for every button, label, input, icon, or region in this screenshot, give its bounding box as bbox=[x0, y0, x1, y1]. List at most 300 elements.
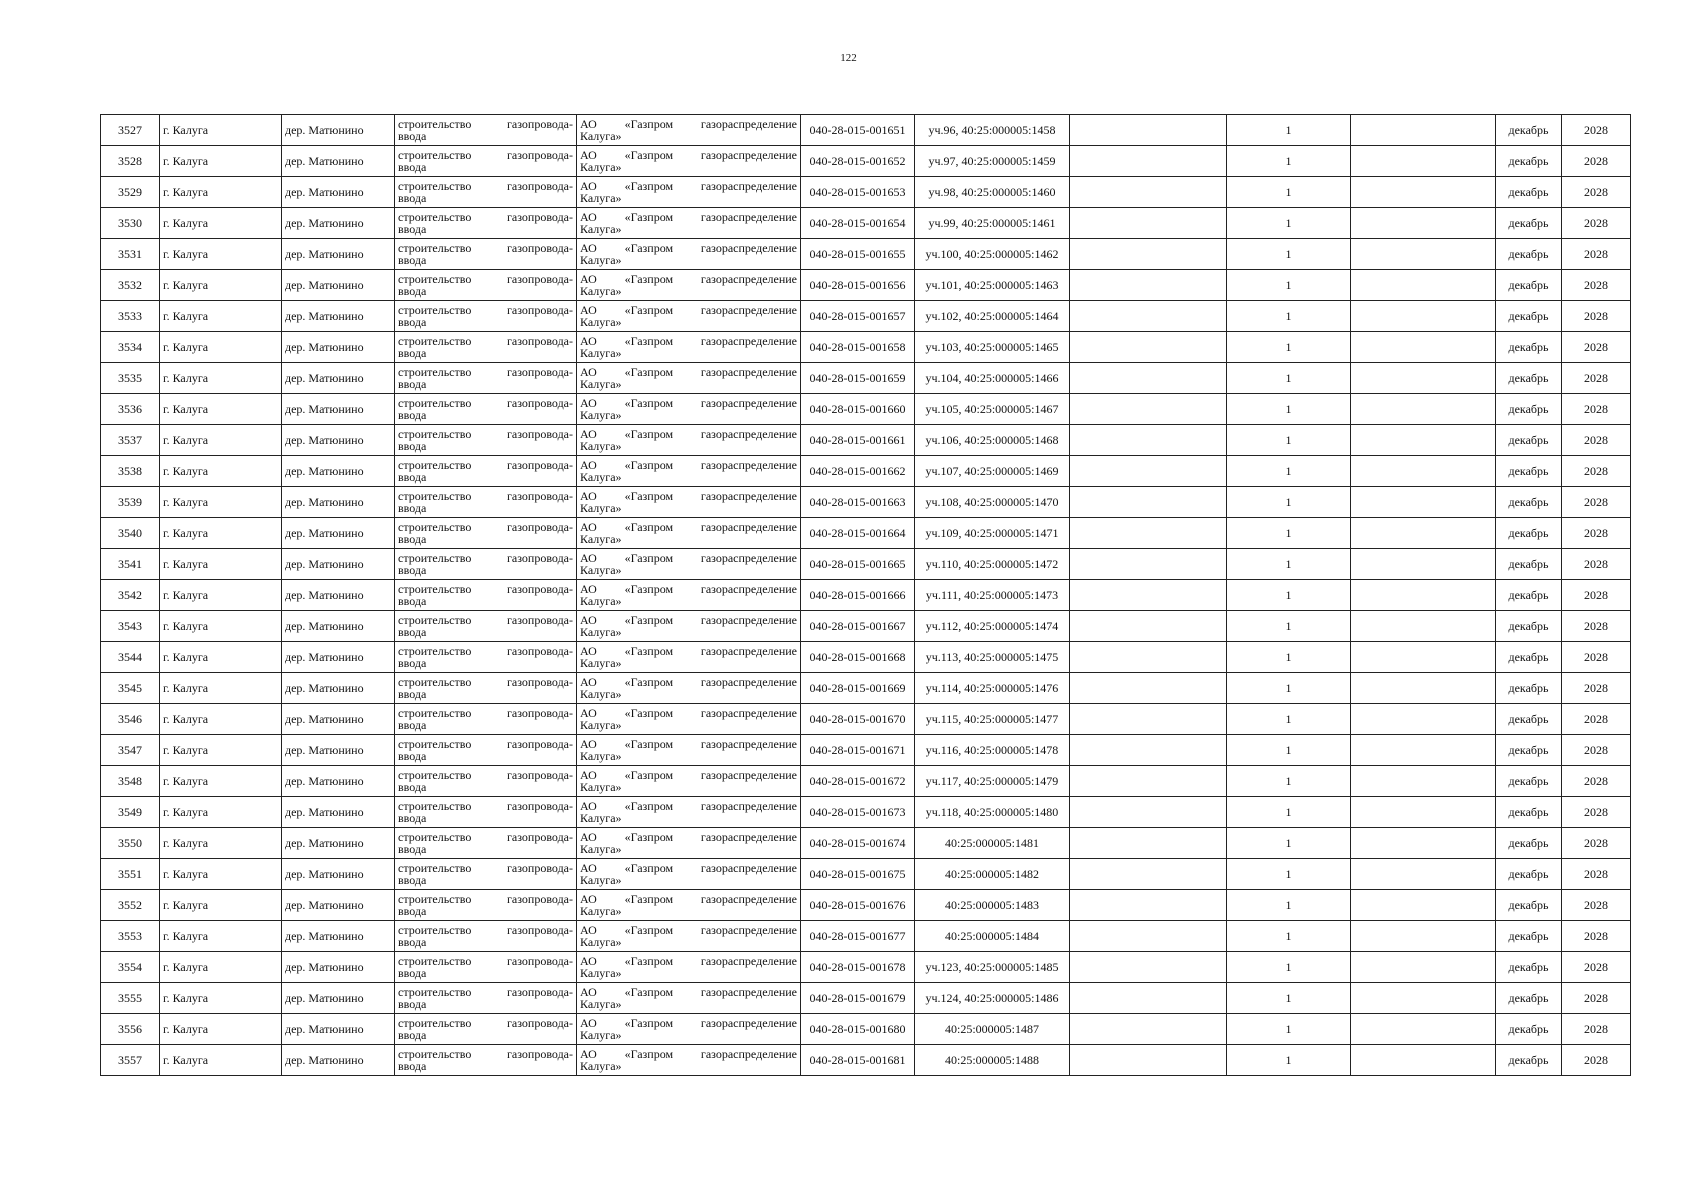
organization-cell bbox=[577, 332, 801, 363]
work-description-cell bbox=[395, 921, 577, 952]
quantity-cell: 1 bbox=[1227, 704, 1351, 735]
organization-text-part: Калуга» bbox=[580, 935, 622, 949]
organization-text-part: газораспределение bbox=[700, 737, 797, 751]
empty-cell bbox=[1351, 890, 1496, 921]
work-text-part: строительство bbox=[398, 923, 472, 937]
village-cell: дер. Матюнино bbox=[282, 115, 395, 146]
empty-cell bbox=[1351, 270, 1496, 301]
organization-text-part: Калуга» bbox=[580, 1028, 622, 1042]
organization-text-part: «Газпром bbox=[624, 954, 674, 968]
city-cell: г. Калуга bbox=[160, 580, 282, 611]
row-number-cell: 3555 bbox=[101, 983, 160, 1014]
village-cell: дер. Матюнино bbox=[282, 239, 395, 270]
organization-text-part: АО bbox=[580, 241, 597, 255]
empty-cell bbox=[1070, 146, 1227, 177]
organization-text-part: АО bbox=[580, 117, 597, 131]
empty-cell bbox=[1070, 177, 1227, 208]
code-cell: 040-28-015-001658 bbox=[801, 332, 915, 363]
work-text-part: ввода bbox=[398, 625, 427, 639]
quantity-cell: 1 bbox=[1227, 921, 1351, 952]
table-row bbox=[101, 456, 1631, 487]
work-text-part: строительство bbox=[398, 985, 472, 999]
city-cell: г. Калуга bbox=[160, 921, 282, 952]
work-text-part: газопровода- bbox=[506, 117, 573, 131]
city-cell: г. Калуга bbox=[160, 704, 282, 735]
code-cell: 040-28-015-001676 bbox=[801, 890, 915, 921]
work-description-cell bbox=[395, 766, 577, 797]
organization-text-part: «Газпром bbox=[624, 551, 674, 565]
empty-cell bbox=[1351, 394, 1496, 425]
month-cell: декабрь bbox=[1496, 549, 1562, 580]
table-row bbox=[101, 1045, 1631, 1076]
empty-cell bbox=[1070, 611, 1227, 642]
work-text-part: газопровода- bbox=[506, 148, 573, 162]
organization-text-part: Калуга» bbox=[580, 408, 622, 422]
plot-cell: уч.101, 40:25:000005:1463 bbox=[915, 270, 1070, 301]
code-cell: 040-28-015-001670 bbox=[801, 704, 915, 735]
year-cell: 2028 bbox=[1562, 394, 1631, 425]
plot-cell: уч.109, 40:25:000005:1471 bbox=[915, 518, 1070, 549]
work-text-part: строительство bbox=[398, 582, 472, 596]
empty-cell bbox=[1070, 580, 1227, 611]
plot-cell: уч.108, 40:25:000005:1470 bbox=[915, 487, 1070, 518]
city-cell: г. Калуга bbox=[160, 270, 282, 301]
organization-cell bbox=[577, 177, 801, 208]
work-text-part: строительство bbox=[398, 117, 472, 131]
city-cell: г. Калуга bbox=[160, 518, 282, 549]
plot-cell: уч.106, 40:25:000005:1468 bbox=[915, 425, 1070, 456]
city-cell: г. Калуга bbox=[160, 332, 282, 363]
empty-cell bbox=[1070, 952, 1227, 983]
work-text-part: ввода bbox=[398, 408, 427, 422]
city-cell: г. Калуга bbox=[160, 394, 282, 425]
work-text-part: газопровода- bbox=[506, 830, 573, 844]
month-cell: декабрь bbox=[1496, 487, 1562, 518]
work-text-part: строительство bbox=[398, 892, 472, 906]
organization-text-part: АО bbox=[580, 179, 597, 193]
work-text-part: газопровода- bbox=[506, 675, 573, 689]
empty-cell bbox=[1351, 239, 1496, 270]
organization-text-part: АО bbox=[580, 706, 597, 720]
organization-text-part: газораспределение bbox=[700, 1016, 797, 1030]
empty-cell bbox=[1070, 1045, 1227, 1076]
year-cell: 2028 bbox=[1562, 425, 1631, 456]
work-text-part: строительство bbox=[398, 954, 472, 968]
work-text-part: строительство bbox=[398, 1047, 472, 1061]
organization-text-part: газораспределение bbox=[700, 985, 797, 999]
year-cell: 2028 bbox=[1562, 921, 1631, 952]
month-cell: декабрь bbox=[1496, 859, 1562, 890]
city-cell: г. Калуга bbox=[160, 890, 282, 921]
year-cell: 2028 bbox=[1562, 952, 1631, 983]
table-row bbox=[101, 921, 1631, 952]
organization-cell bbox=[577, 983, 801, 1014]
organization-text-part: АО bbox=[580, 954, 597, 968]
work-text-part: ввода bbox=[398, 873, 427, 887]
empty-cell bbox=[1070, 518, 1227, 549]
village-cell: дер. Матюнино bbox=[282, 394, 395, 425]
organization-text-part: Калуга» bbox=[580, 904, 622, 918]
code-cell: 040-28-015-001679 bbox=[801, 983, 915, 1014]
work-text-part: ввода bbox=[398, 811, 427, 825]
year-cell: 2028 bbox=[1562, 456, 1631, 487]
year-cell: 2028 bbox=[1562, 518, 1631, 549]
organization-text-part: «Газпром bbox=[624, 427, 674, 441]
work-text-part: строительство bbox=[398, 799, 472, 813]
work-text-part: ввода bbox=[398, 935, 427, 949]
village-cell: дер. Матюнино bbox=[282, 177, 395, 208]
work-text-part: газопровода- bbox=[506, 489, 573, 503]
month-cell: декабрь bbox=[1496, 425, 1562, 456]
month-cell: декабрь bbox=[1496, 518, 1562, 549]
work-description-cell bbox=[395, 177, 577, 208]
empty-cell bbox=[1070, 983, 1227, 1014]
organization-text-part: «Газпром bbox=[624, 613, 674, 627]
row-number-cell: 3537 bbox=[101, 425, 160, 456]
year-cell: 2028 bbox=[1562, 270, 1631, 301]
organization-text-part: Калуга» bbox=[580, 563, 622, 577]
organization-text-part: «Газпром bbox=[624, 396, 674, 410]
work-text-part: газопровода- bbox=[506, 551, 573, 565]
organization-text-part: газораспределение bbox=[700, 489, 797, 503]
organization-text-part: «Газпром bbox=[624, 1016, 674, 1030]
empty-cell bbox=[1351, 208, 1496, 239]
table-row bbox=[101, 859, 1631, 890]
empty-cell bbox=[1070, 673, 1227, 704]
organization-text-part: АО bbox=[580, 396, 597, 410]
organization-cell bbox=[577, 1045, 801, 1076]
organization-cell bbox=[577, 828, 801, 859]
organization-text-part: Калуга» bbox=[580, 501, 622, 515]
empty-cell bbox=[1351, 952, 1496, 983]
village-cell: дер. Матюнино bbox=[282, 332, 395, 363]
empty-cell bbox=[1351, 921, 1496, 952]
empty-cell bbox=[1351, 518, 1496, 549]
plot-cell: уч.97, 40:25:000005:1459 bbox=[915, 146, 1070, 177]
work-text-part: газопровода- bbox=[506, 861, 573, 875]
organization-text-part: Калуга» bbox=[580, 439, 622, 453]
plot-cell: уч.105, 40:25:000005:1467 bbox=[915, 394, 1070, 425]
row-number-cell: 3552 bbox=[101, 890, 160, 921]
empty-cell bbox=[1351, 549, 1496, 580]
table-row bbox=[101, 766, 1631, 797]
year-cell: 2028 bbox=[1562, 859, 1631, 890]
work-text-part: строительство bbox=[398, 272, 472, 286]
work-text-part: ввода bbox=[398, 718, 427, 732]
table-row bbox=[101, 177, 1631, 208]
page-number: 122 bbox=[840, 52, 857, 64]
organization-text-part: АО bbox=[580, 210, 597, 224]
organization-text-part: «Газпром bbox=[624, 861, 674, 875]
empty-cell bbox=[1351, 611, 1496, 642]
organization-text-part: АО bbox=[580, 1016, 597, 1030]
organization-text-part: «Газпром bbox=[624, 365, 674, 379]
organization-text-part: АО bbox=[580, 489, 597, 503]
quantity-cell: 1 bbox=[1227, 642, 1351, 673]
work-text-part: газопровода- bbox=[506, 582, 573, 596]
plot-cell: уч.110, 40:25:000005:1472 bbox=[915, 549, 1070, 580]
work-text-part: газопровода- bbox=[506, 954, 573, 968]
quantity-cell: 1 bbox=[1227, 1014, 1351, 1045]
organization-text-part: «Газпром bbox=[624, 892, 674, 906]
empty-cell bbox=[1351, 1045, 1496, 1076]
organization-cell bbox=[577, 394, 801, 425]
empty-cell bbox=[1070, 115, 1227, 146]
organization-cell bbox=[577, 363, 801, 394]
organization-text-part: «Газпром bbox=[624, 272, 674, 286]
organization-text-part: Калуга» bbox=[580, 470, 622, 484]
year-cell: 2028 bbox=[1562, 549, 1631, 580]
organization-text-part: Калуга» bbox=[580, 997, 622, 1011]
code-cell: 040-28-015-001663 bbox=[801, 487, 915, 518]
village-cell: дер. Матюнино bbox=[282, 673, 395, 704]
city-cell: г. Калуга bbox=[160, 363, 282, 394]
city-cell: г. Калуга bbox=[160, 611, 282, 642]
plot-cell: 40:25:000005:1488 bbox=[915, 1045, 1070, 1076]
work-text-part: ввода bbox=[398, 160, 427, 174]
organization-text-part: газораспределение bbox=[700, 241, 797, 255]
quantity-cell: 1 bbox=[1227, 332, 1351, 363]
empty-cell bbox=[1351, 177, 1496, 208]
work-text-part: газопровода- bbox=[506, 985, 573, 999]
code-cell: 040-28-015-001664 bbox=[801, 518, 915, 549]
organization-text-part: Калуга» bbox=[580, 594, 622, 608]
work-text-part: ввода bbox=[398, 470, 427, 484]
organization-cell bbox=[577, 115, 801, 146]
quantity-cell: 1 bbox=[1227, 766, 1351, 797]
quantity-cell: 1 bbox=[1227, 425, 1351, 456]
empty-cell bbox=[1070, 642, 1227, 673]
row-number-cell: 3530 bbox=[101, 208, 160, 239]
village-cell: дер. Матюнино bbox=[282, 611, 395, 642]
code-cell: 040-28-015-001665 bbox=[801, 549, 915, 580]
organization-text-part: АО bbox=[580, 892, 597, 906]
month-cell: декабрь bbox=[1496, 983, 1562, 1014]
row-number-cell: 3543 bbox=[101, 611, 160, 642]
village-cell: дер. Матюнино bbox=[282, 1045, 395, 1076]
village-cell: дер. Матюнино bbox=[282, 456, 395, 487]
organization-text-part: АО bbox=[580, 427, 597, 441]
code-cell: 040-28-015-001677 bbox=[801, 921, 915, 952]
village-cell: дер. Матюнино bbox=[282, 797, 395, 828]
year-cell: 2028 bbox=[1562, 146, 1631, 177]
empty-cell bbox=[1351, 642, 1496, 673]
organization-text-part: «Газпром bbox=[624, 985, 674, 999]
work-text-part: газопровода- bbox=[506, 1047, 573, 1061]
organization-text-part: газораспределение bbox=[700, 117, 797, 131]
organization-text-part: Калуга» bbox=[580, 191, 622, 205]
organization-text-part: «Газпром bbox=[624, 148, 674, 162]
empty-cell bbox=[1351, 425, 1496, 456]
organization-cell bbox=[577, 239, 801, 270]
organization-text-part: газораспределение bbox=[700, 272, 797, 286]
year-cell: 2028 bbox=[1562, 642, 1631, 673]
work-text-part: газопровода- bbox=[506, 799, 573, 813]
organization-text-part: АО bbox=[580, 1047, 597, 1061]
village-cell: дер. Матюнино bbox=[282, 642, 395, 673]
organization-text-part: АО bbox=[580, 768, 597, 782]
city-cell: г. Калуга bbox=[160, 301, 282, 332]
quantity-cell: 1 bbox=[1227, 146, 1351, 177]
registry-table bbox=[100, 114, 1631, 1076]
organization-text-part: газораспределение bbox=[700, 644, 797, 658]
organization-text-part: газораспределение bbox=[700, 520, 797, 534]
code-cell: 040-28-015-001655 bbox=[801, 239, 915, 270]
empty-cell bbox=[1070, 704, 1227, 735]
table-row bbox=[101, 208, 1631, 239]
row-number-cell: 3548 bbox=[101, 766, 160, 797]
row-number-cell: 3549 bbox=[101, 797, 160, 828]
organization-text-part: газораспределение bbox=[700, 179, 797, 193]
organization-cell bbox=[577, 425, 801, 456]
city-cell: г. Калуга bbox=[160, 673, 282, 704]
village-cell: дер. Матюнино bbox=[282, 983, 395, 1014]
work-text-part: строительство bbox=[398, 861, 472, 875]
city-cell: г. Калуга bbox=[160, 146, 282, 177]
row-number-cell: 3545 bbox=[101, 673, 160, 704]
work-text-part: ввода bbox=[398, 687, 427, 701]
plot-cell: уч.107, 40:25:000005:1469 bbox=[915, 456, 1070, 487]
year-cell: 2028 bbox=[1562, 611, 1631, 642]
organization-cell bbox=[577, 797, 801, 828]
year-cell: 2028 bbox=[1562, 115, 1631, 146]
organization-text-part: Калуга» bbox=[580, 315, 622, 329]
table-body bbox=[101, 115, 1631, 1076]
work-text-part: строительство bbox=[398, 148, 472, 162]
city-cell: г. Калуга bbox=[160, 1045, 282, 1076]
organization-text-part: Калуга» bbox=[580, 253, 622, 267]
organization-text-part: газораспределение bbox=[700, 334, 797, 348]
organization-text-part: Калуга» bbox=[580, 160, 622, 174]
empty-cell bbox=[1070, 456, 1227, 487]
city-cell: г. Калуга bbox=[160, 487, 282, 518]
empty-cell bbox=[1351, 797, 1496, 828]
table-row bbox=[101, 673, 1631, 704]
city-cell: г. Калуга bbox=[160, 642, 282, 673]
organization-cell bbox=[577, 580, 801, 611]
work-text-part: ввода bbox=[398, 749, 427, 763]
organization-text-part: АО bbox=[580, 923, 597, 937]
code-cell: 040-28-015-001667 bbox=[801, 611, 915, 642]
organization-text-part: Калуга» bbox=[580, 377, 622, 391]
month-cell: декабрь bbox=[1496, 146, 1562, 177]
empty-cell bbox=[1070, 549, 1227, 580]
village-cell: дер. Матюнино bbox=[282, 270, 395, 301]
empty-cell bbox=[1070, 208, 1227, 239]
village-cell: дер. Матюнино bbox=[282, 425, 395, 456]
work-text-part: газопровода- bbox=[506, 427, 573, 441]
work-text-part: газопровода- bbox=[506, 520, 573, 534]
plot-cell: уч.100, 40:25:000005:1462 bbox=[915, 239, 1070, 270]
work-text-part: ввода bbox=[398, 532, 427, 546]
table-row bbox=[101, 735, 1631, 766]
organization-cell bbox=[577, 673, 801, 704]
row-number-cell: 3528 bbox=[101, 146, 160, 177]
organization-cell bbox=[577, 146, 801, 177]
empty-cell bbox=[1351, 828, 1496, 859]
organization-text-part: газораспределение bbox=[700, 768, 797, 782]
work-text-part: газопровода- bbox=[506, 272, 573, 286]
organization-text-part: газораспределение bbox=[700, 923, 797, 937]
village-cell: дер. Матюнино bbox=[282, 487, 395, 518]
organization-cell bbox=[577, 518, 801, 549]
empty-cell bbox=[1070, 301, 1227, 332]
work-text-part: строительство bbox=[398, 551, 472, 565]
work-text-part: газопровода- bbox=[506, 365, 573, 379]
organization-text-part: «Газпром bbox=[624, 117, 674, 131]
year-cell: 2028 bbox=[1562, 1014, 1631, 1045]
work-text-part: газопровода- bbox=[506, 737, 573, 751]
year-cell: 2028 bbox=[1562, 828, 1631, 859]
organization-text-part: газораспределение bbox=[700, 458, 797, 472]
work-text-part: ввода bbox=[398, 501, 427, 515]
month-cell: декабрь bbox=[1496, 301, 1562, 332]
organization-text-part: АО bbox=[580, 613, 597, 627]
table-row bbox=[101, 828, 1631, 859]
work-text-part: газопровода- bbox=[506, 613, 573, 627]
code-cell: 040-28-015-001662 bbox=[801, 456, 915, 487]
empty-cell bbox=[1351, 735, 1496, 766]
work-description-cell bbox=[395, 611, 577, 642]
code-cell: 040-28-015-001675 bbox=[801, 859, 915, 890]
quantity-cell: 1 bbox=[1227, 952, 1351, 983]
village-cell: дер. Матюнино bbox=[282, 859, 395, 890]
organization-text-part: Калуга» bbox=[580, 811, 622, 825]
code-cell: 040-28-015-001653 bbox=[801, 177, 915, 208]
quantity-cell: 1 bbox=[1227, 859, 1351, 890]
empty-cell bbox=[1070, 921, 1227, 952]
code-cell: 040-28-015-001656 bbox=[801, 270, 915, 301]
plot-cell: 40:25:000005:1484 bbox=[915, 921, 1070, 952]
city-cell: г. Калуга bbox=[160, 797, 282, 828]
empty-cell bbox=[1070, 239, 1227, 270]
quantity-cell: 1 bbox=[1227, 456, 1351, 487]
table-row bbox=[101, 704, 1631, 735]
row-number-cell: 3532 bbox=[101, 270, 160, 301]
village-cell: дер. Матюнино bbox=[282, 1014, 395, 1045]
month-cell: декабрь bbox=[1496, 208, 1562, 239]
plot-cell: уч.103, 40:25:000005:1465 bbox=[915, 332, 1070, 363]
table-row bbox=[101, 239, 1631, 270]
code-cell: 040-28-015-001651 bbox=[801, 115, 915, 146]
work-description-cell bbox=[395, 1045, 577, 1076]
table-row bbox=[101, 363, 1631, 394]
plot-cell: уч.111, 40:25:000005:1473 bbox=[915, 580, 1070, 611]
city-cell: г. Калуга bbox=[160, 735, 282, 766]
empty-cell bbox=[1351, 704, 1496, 735]
organization-text-part: газораспределение bbox=[700, 613, 797, 627]
row-number-cell: 3540 bbox=[101, 518, 160, 549]
organization-text-part: газораспределение bbox=[700, 706, 797, 720]
row-number-cell: 3551 bbox=[101, 859, 160, 890]
row-number-cell: 3527 bbox=[101, 115, 160, 146]
year-cell: 2028 bbox=[1562, 1045, 1631, 1076]
organization-text-part: АО bbox=[580, 334, 597, 348]
organization-text-part: «Газпром bbox=[624, 768, 674, 782]
work-text-part: ввода bbox=[398, 191, 427, 205]
village-cell: дер. Матюнино bbox=[282, 580, 395, 611]
work-text-part: строительство bbox=[398, 489, 472, 503]
month-cell: декабрь bbox=[1496, 394, 1562, 425]
work-description-cell bbox=[395, 518, 577, 549]
code-cell: 040-28-015-001673 bbox=[801, 797, 915, 828]
work-text-part: ввода bbox=[398, 563, 427, 577]
organization-cell bbox=[577, 1014, 801, 1045]
work-text-part: ввода bbox=[398, 904, 427, 918]
month-cell: декабрь bbox=[1496, 921, 1562, 952]
year-cell: 2028 bbox=[1562, 704, 1631, 735]
organization-text-part: «Газпром bbox=[624, 241, 674, 255]
